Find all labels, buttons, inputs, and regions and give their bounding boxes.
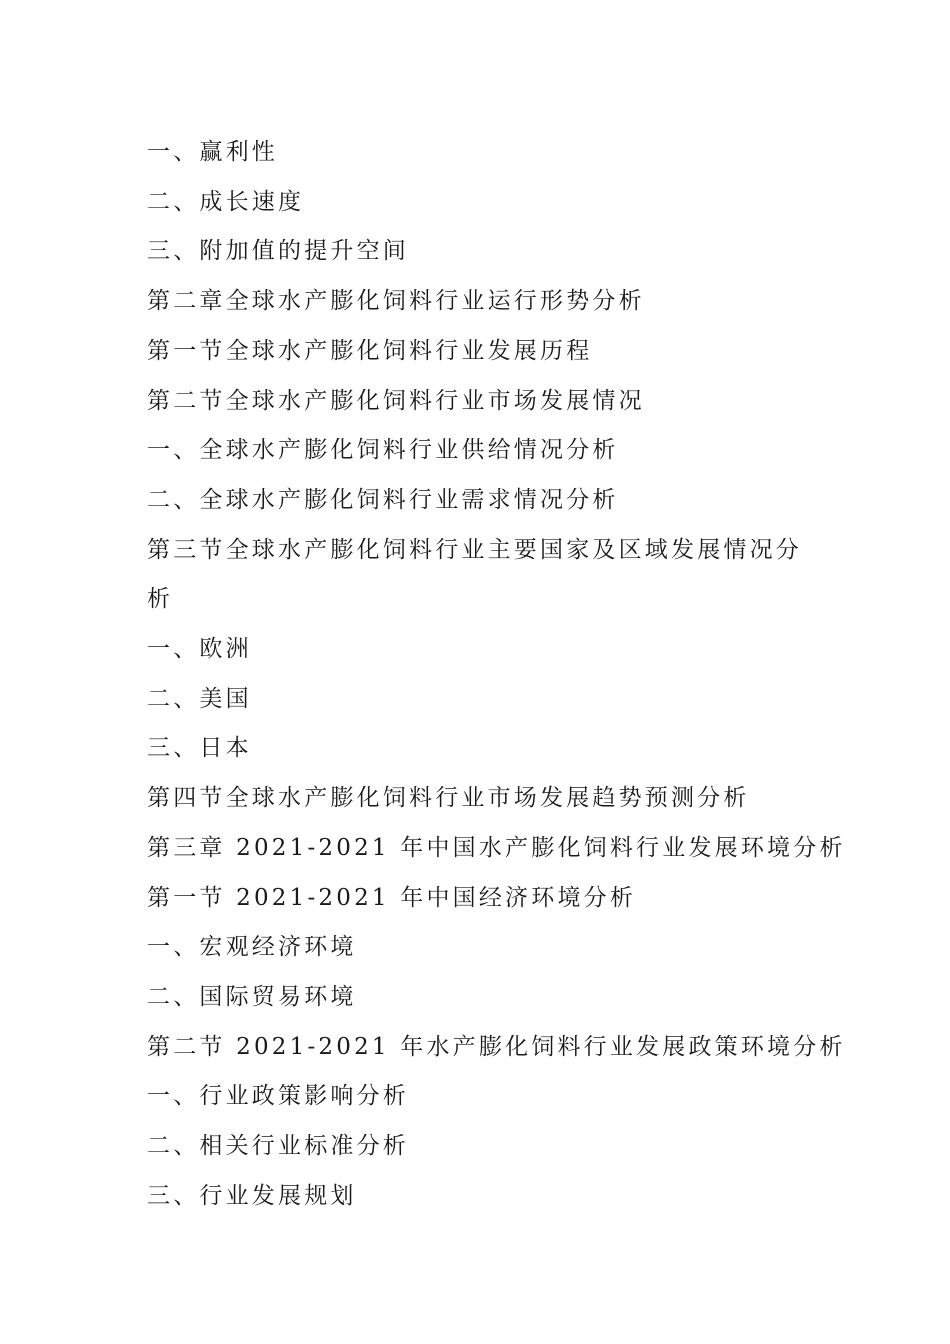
toc-section-heading: 第一节 2021-2021 年中国经济环境分析 xyxy=(147,884,637,911)
toc-section-heading: 第三节全球水产膨化饲料行业主要国家及区域发展情况分析 xyxy=(147,536,802,613)
toc-item: 三、附加值的提升空间 xyxy=(147,238,409,265)
toc-item: 一、赢利性 xyxy=(147,139,278,165)
toc-item: 三、日本 xyxy=(147,735,252,762)
toc-item: 一、宏观经济环境 xyxy=(147,934,357,961)
toc-section-heading: 第二节全球水产膨化饲料行业市场发展情况 xyxy=(147,387,645,414)
toc-section-heading: 第二节 2021-2021 年水产膨化饲料行业发展政策环境分析 xyxy=(147,1033,846,1060)
table-of-contents xyxy=(147,128,846,1221)
toc-item: 三、行业发展规划 xyxy=(147,1182,357,1209)
toc-chapter-heading: 第三章 2021-2021 年中国水产膨化饲料行业发展环境分析 xyxy=(147,834,846,861)
toc-item: 二、全球水产膨化饲料行业需求情况分析 xyxy=(147,486,619,513)
toc-item: 二、国际贸易环境 xyxy=(147,983,357,1010)
toc-item: 一、行业政策影响分析 xyxy=(147,1083,409,1110)
toc-item: 一、全球水产膨化饲料行业供给情况分析 xyxy=(147,437,619,464)
toc-item: 一、欧洲 xyxy=(147,636,252,663)
toc-item: 二、相关行业标准分析 xyxy=(147,1133,409,1160)
toc-item: 二、美国 xyxy=(147,685,252,712)
toc-section-heading: 第四节全球水产膨化饲料行业市场发展趋势预测分析 xyxy=(147,785,750,812)
toc-item: 二、成长速度 xyxy=(147,188,305,215)
toc-chapter-heading: 第二章全球水产膨化饲料行业运行形势分析 xyxy=(147,288,645,315)
toc-section-heading: 第一节全球水产膨化饲料行业发展历程 xyxy=(147,337,593,364)
